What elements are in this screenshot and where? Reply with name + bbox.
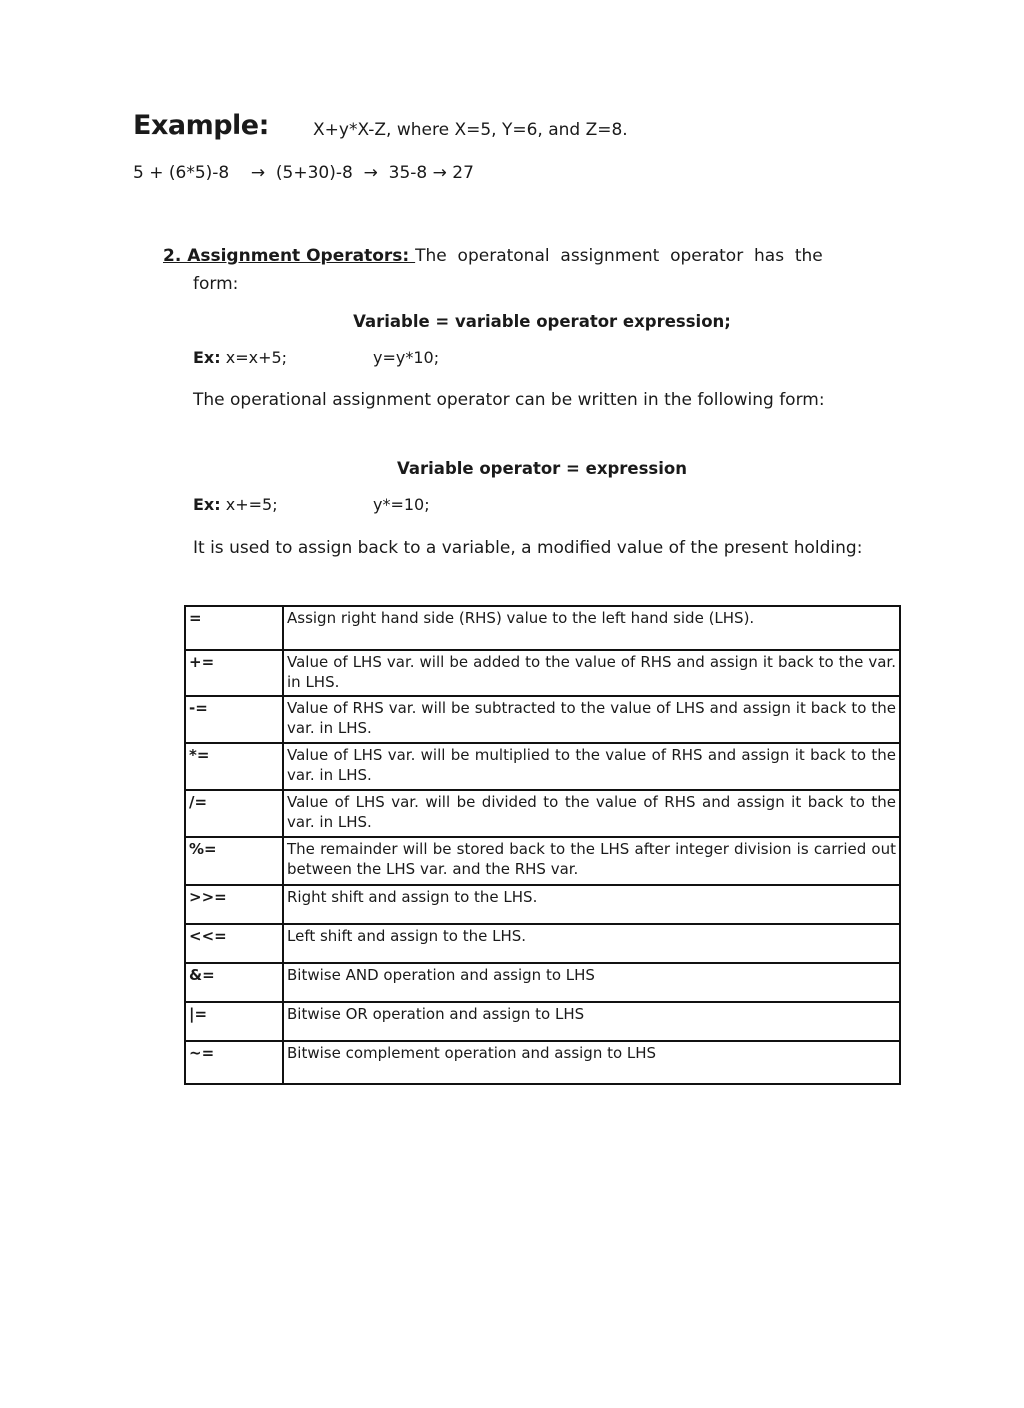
description-cell: Value of LHS var. will be multiplied to the value of RHS and assign it back to the var. in LHS. xyxy=(283,743,900,790)
table-row xyxy=(185,650,900,696)
table-row xyxy=(185,885,900,924)
operators-table xyxy=(184,605,901,1085)
form-general: Variable = variable operator expression; xyxy=(353,312,731,331)
example-label: Ex: xyxy=(193,495,221,514)
example-heading: Example: xyxy=(133,110,269,141)
operator-cell: <<= xyxy=(185,924,283,963)
operator-cell: >>= xyxy=(185,885,283,924)
table-row xyxy=(185,963,900,1002)
paragraph-purpose: It is used to assign back to a variable, a modified value of the present holding: xyxy=(193,538,863,558)
description-cell: Right shift and assign to the LHS. xyxy=(283,885,900,924)
description-cell: Value of LHS var. will be added to the value of RHS and assign it back to the var. in LHS. xyxy=(283,650,900,696)
description-cell: Value of LHS var. will be divided to the value of RHS and assign it back to the var. in LHS. xyxy=(283,790,900,837)
operator-cell: += xyxy=(185,650,283,696)
section-intro-text: The operatonal assignment operator has the xyxy=(415,246,823,266)
table-row xyxy=(185,1041,900,1084)
example-expression: X+y*X-Z, where X=5, Y=6, and Z=8. xyxy=(313,120,628,140)
description-cell: Bitwise OR operation and assign to LHS xyxy=(283,1002,900,1041)
description-cell: Left shift and assign to the LHS. xyxy=(283,924,900,963)
table-row xyxy=(185,1002,900,1041)
section-heading: 2. Assignment Operators: xyxy=(163,246,416,266)
section-intro-continuation: form: xyxy=(193,274,239,294)
operator-cell: -= xyxy=(185,696,283,743)
operator-cell: /= xyxy=(185,790,283,837)
example-code-a: x=x+5; xyxy=(225,348,288,367)
example-line-1 xyxy=(193,348,287,367)
example-code-b: y*=10; xyxy=(373,495,430,514)
table-row xyxy=(185,924,900,963)
table-row xyxy=(185,837,900,885)
table-row xyxy=(185,743,900,790)
description-cell: Bitwise complement operation and assign to LHS xyxy=(283,1041,900,1084)
operator-cell: |= xyxy=(185,1002,283,1041)
form-short: Variable operator = expression xyxy=(397,459,687,478)
description-cell: Assign right hand side (RHS) value to the left hand side (LHS). xyxy=(283,606,900,650)
operator-cell: %= xyxy=(185,837,283,885)
table-row xyxy=(185,606,900,650)
description-cell: Value of RHS var. will be subtracted to the value of LHS and assign it back to the var. in LHS. xyxy=(283,696,900,743)
example-code-a: x+=5; xyxy=(225,495,278,514)
operator-cell: &= xyxy=(185,963,283,1002)
description-cell: The remainder will be stored back to the LHS after integer division is carried out between the LHS var. and the RHS var. xyxy=(283,837,900,885)
operator-cell: ~= xyxy=(185,1041,283,1084)
example-code-b: y=y*10; xyxy=(373,348,440,367)
table-row xyxy=(185,696,900,743)
table-row xyxy=(185,790,900,837)
example-steps: 5 + (6*5)-8 → (5+30)-8 → 35-8 → 27 xyxy=(133,163,474,183)
description-cell: Bitwise AND operation and assign to LHS xyxy=(283,963,900,1002)
section-intro xyxy=(163,242,891,298)
operator-cell: *= xyxy=(185,743,283,790)
operator-cell: = xyxy=(185,606,283,650)
paragraph-operational-form: The operational assignment operator can be written in the following form: xyxy=(193,390,825,410)
example-label: Ex: xyxy=(193,348,221,367)
example-line-2 xyxy=(193,495,278,514)
